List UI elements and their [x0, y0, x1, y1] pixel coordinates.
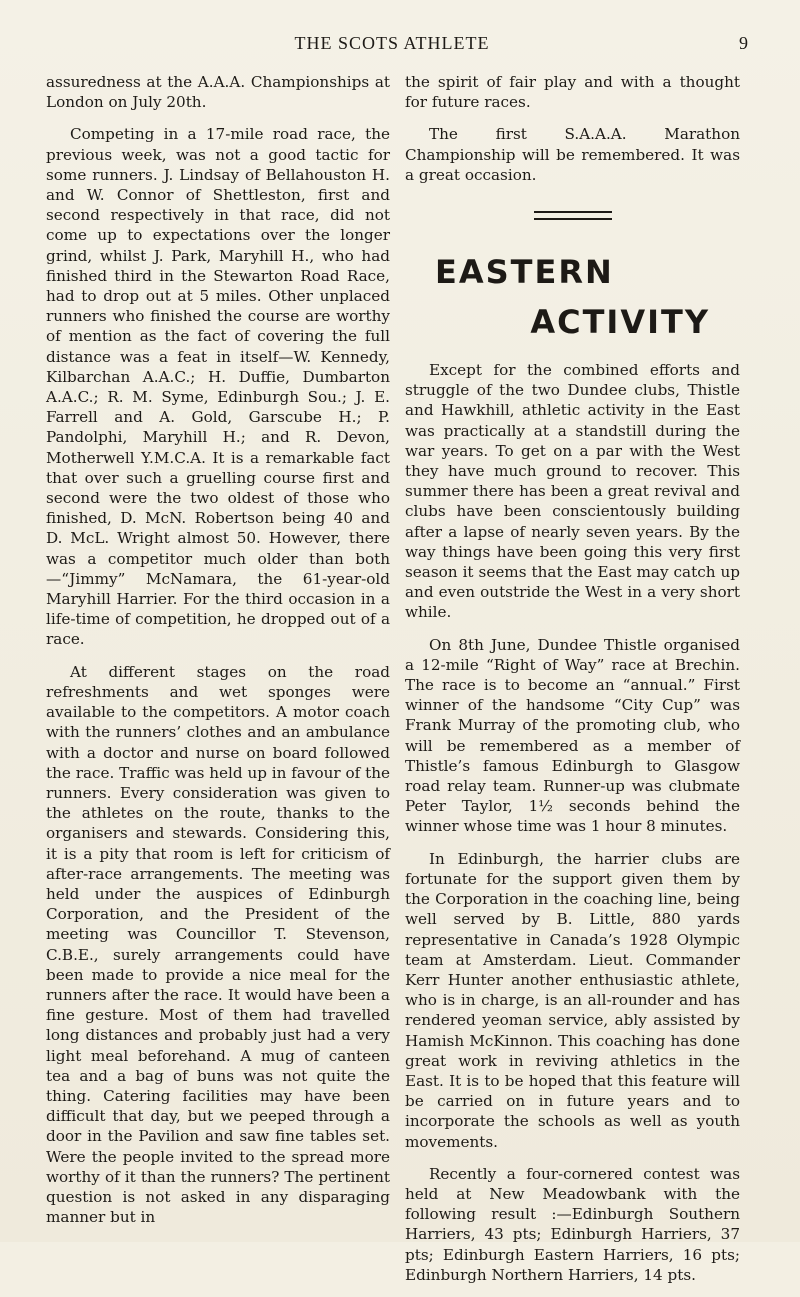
- section-divider: [534, 211, 612, 220]
- headline-line-2: ACTIVITY: [530, 303, 710, 342]
- paragraph: Competing in a 17-mile road race, the previous week, was not a good tactic for some runners. J. Lindsay of Bellahouston H. and W. Connor of Shettleston, first and second respectively in that race, did not come up to expectations over the longer grind, whilst J. Park, Maryhill H., who had finished third in the Stewarton Road Race, had to drop out at 5 miles. Other unplaced runners who finished the course are worthy of mention as the fact of covering the full distance was a feat in itself—W. Kennedy, Kilbarchan A.A.C.; H. Duffie, Dumbarton A.A.C.; R. M. Syme, Edinburgh Sou.; J. E. Farrell and A. Gold, Garscube H.; P. Pandolphi, Maryhill H.; and R. Devon, Motherwell Y.M.C.A. It is a remarkable fact that over such a gruelling course first and second were the two oldest of those who finished, D. McN. Robertson being 40 and D. McL. Wright almost 50. However, there was a competitor much older than both—“Jimmy” McNamara, the 61-year-old Maryhill Harrier. For the third occasion in a life-time of competition, he dropped out of a race.: [46, 125, 390, 649]
- page-header: [36, 33, 748, 59]
- paragraph: assuredness at the A.A.A. Championships at London on July 20th.: [46, 73, 390, 112]
- paragraph: On 8th June, Dundee Thistle organised a 12-mile “Right of Way” race at Brechin. The race is to become an “annual.” First winner of the handsome “City Cup” was Frank Murray of the promoting club, who will be remembered as a member of Thistle’s famous Edinburgh to Glasgow road relay team. Runner-up was clubmate Peter Taylor, 1½ seconds behind the winner whose time was 1 hour 8 minutes.: [405, 635, 740, 836]
- left-column: [46, 72, 390, 1239]
- headline-line-1: EASTERN: [435, 253, 614, 292]
- page-number: 9: [739, 33, 748, 53]
- paragraph: Recently a four-cornered contest was held at New Meadowbank with the following result :—Edinburgh Southern Harriers, 43 pts; Edinburgh Harriers, 37 pts; Edinburgh Eastern Harriers, 16 pts; Edinburgh Northern Harriers, 14 pts.: [405, 1164, 740, 1284]
- right-column: [405, 72, 740, 1297]
- article-headline: [405, 250, 740, 344]
- paragraph: The first S.A.A.A. Marathon Championship will be remembered. It was a great occasion.: [405, 125, 740, 184]
- paragraph: In Edinburgh, the harrier clubs are fortunate for the support given them by the Corporation in the coaching line, being well served by B. Little, 880 yards representative in Canada’s 1928 Olympic team at Amsterdam. Lieut. Commander Kerr Hunter another enthusiastic athlete, who is in charge, is an all-rounder and has rendered yeoman service, ably assisted by Hamish McKinnon. This coaching has done great work in reviving athletics in the East. It is to be hoped that this feature will be carried on in future years and to incorporate the schools as well as youth movements.: [405, 849, 740, 1151]
- running-title: THE SCOTS ATHLETE: [294, 33, 490, 53]
- paragraph: the spirit of fair play and with a thought for future races.: [405, 73, 740, 112]
- paragraph: At different stages on the road refreshments and wet sponges were available to the competitors. A motor coach with the runners’ clothes and an ambulance with a doctor and nurse on board followed the race. Traffic was held up in favour of the runners. Every consideration was given to the athletes on the route, thanks to the organisers and stewards. Considering this, it is a pity that room is left for criticism of after-race arrangements. The meeting was held under the auspices of Edinburgh Corporation, and the President of the meeting was Councillor T. Stevenson, C.B.E., surely arrangements could have been made to provide a nice meal for the runners after the race. It would have been a fine gesture. Most of them had travelled long distances and probably just had a very light meal beforehand. A mug of canteen tea and a bag of buns was not quite the thing. Catering facilities may have been difficult that day, but we peeped through a door in the Pavilion and saw fine tables set. Were the people invited to the spread more worthy of it than the runners? The pertinent question is not asked in any disparaging manner but in: [46, 662, 390, 1227]
- paragraph: Except for the combined efforts and struggle of the two Dundee clubs, Thistle and Hawkhill, athletic activity in the East was practically at a standstill during the war years. To get on a par with the West they have much ground to recover. This summer there has been a great revival and clubs have been conscientously building after a lapse of nearly seven years. By the way things have been going this very first season it seems that the East may catch up and even outstride the West in a very short while.: [405, 361, 740, 622]
